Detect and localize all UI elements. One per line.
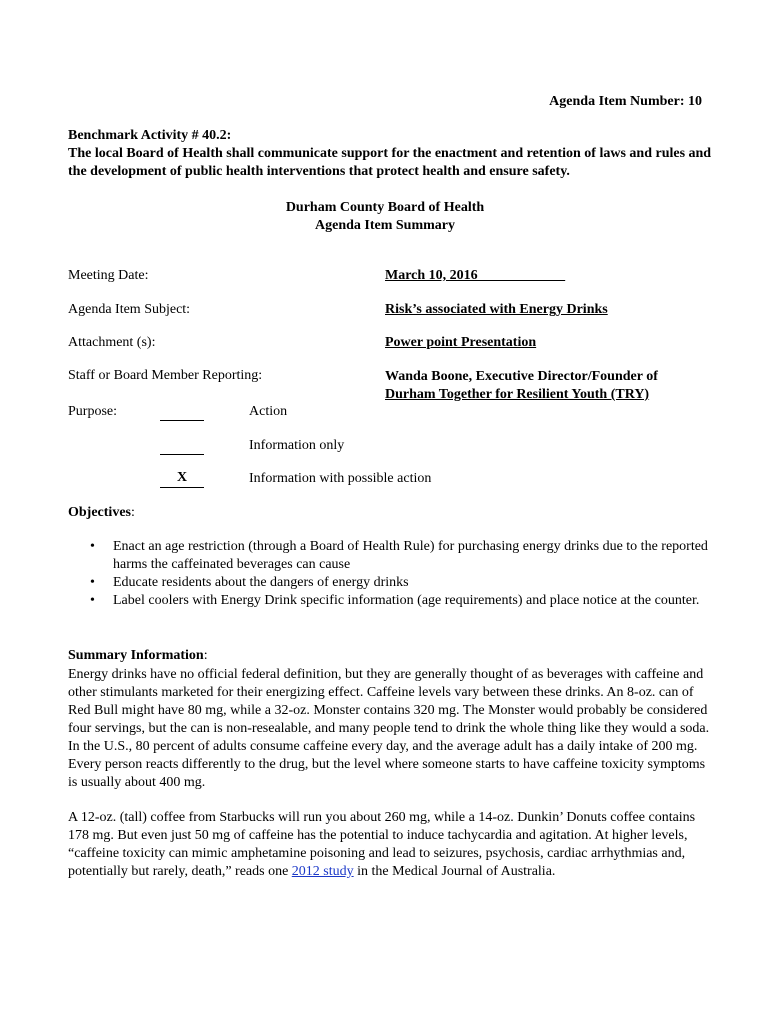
purpose-info-action-checkbox: X bbox=[160, 470, 204, 488]
subject-value: Risk’s associated with Energy Drinks bbox=[385, 302, 608, 317]
summary-paragraph-1: Energy drinks have no official federal definition, but they are generally thought of as beverages with caffeine and other stimulants marketed for their energizing effect. Caffeine levels vary between these drinks. An 8-oz. can of Red Bull might have 80 mg, while a 32-oz. Monster contains 320 mg. The Monster would probably be considered four servings, but the can is non-resealable, and many people tend to drink the whole thing like they would a soda. In the U.S., 80 percent of adults consume caffeine every day, and the average adult has a daily intake of 200 mg. Every person reacts differently to the drug, but the level where someone starts to have caffeine toxicity symptoms is usually about 400 mg. bbox=[68, 667, 710, 790]
staff-label: Staff or Board Member Reporting: bbox=[68, 368, 263, 383]
objectives-list bbox=[68, 538, 708, 610]
purpose-action-checkbox bbox=[160, 403, 204, 421]
staff-name: Wanda Boone, Executive Director/Founder of bbox=[385, 369, 658, 384]
bullet-icon: • bbox=[90, 539, 95, 554]
meeting-date-label: Meeting Date: bbox=[68, 268, 149, 283]
staff-value bbox=[385, 368, 658, 404]
attachment-label: Attachment (s): bbox=[68, 335, 156, 350]
summary-heading: Agenda Item Summary bbox=[315, 218, 455, 233]
agenda-item-number: Agenda Item Number: 10 bbox=[549, 94, 702, 109]
summary-paragraph-2: A 12-oz. (tall) coffee from Starbucks will run you about 260 mg, while a 14-oz. Dunkin’ Donuts coffee contains 178 mg. But even just 50 mg of caffeine has the potential to induce tachycardia and agitation. At higher levels, “caffeine toxicity can mimic amphetamine poisoning and lead to seizures, psychosis, cardiac arrhythmias and, potentially but rarely, death,” reads one 2012 study in the Medical Journal of Australia. bbox=[68, 810, 696, 879]
document-heading bbox=[0, 199, 770, 235]
purpose-label: Purpose: bbox=[68, 404, 117, 419]
purpose-info-action-label: Information with possible action bbox=[249, 471, 432, 486]
meeting-date-value: March 10, 2016 bbox=[385, 268, 566, 283]
bullet-icon: • bbox=[90, 575, 95, 590]
benchmark-text: The local Board of Health shall communicate support for the enactment and retention of laws and rules and the development of public health interventions that protect health and ensure safety. bbox=[68, 146, 712, 179]
benchmark-section bbox=[68, 127, 718, 181]
study-link[interactable]: 2012 study bbox=[291, 864, 354, 879]
purpose-action-label: Action bbox=[249, 404, 288, 419]
board-name: Durham County Board of Health bbox=[285, 200, 485, 215]
list-item: • Label coolers with Energy Drink specific information (age requirements) and place notice at the counter. bbox=[90, 593, 700, 608]
list-item: • Educate residents about the dangers of energy drinks bbox=[90, 575, 409, 590]
purpose-info-only-label: Information only bbox=[249, 438, 345, 453]
staff-organization: Durham Together for Resilient Youth (TRY) bbox=[385, 387, 650, 402]
summary-heading: Summary Information: bbox=[68, 648, 208, 663]
attachment-value: Power point Presentation bbox=[385, 335, 537, 350]
list-item: • Enact an age restriction (through a Board of Health Rule) for purchasing energy drinks due to the reported harms the caffeinated beverages can cause bbox=[90, 539, 708, 572]
benchmark-title: Benchmark Activity # 40.2: bbox=[68, 128, 232, 143]
objectives-heading: Objectives: bbox=[68, 505, 135, 520]
subject-label: Agenda Item Subject: bbox=[68, 302, 191, 317]
purpose-info-only-checkbox bbox=[160, 437, 204, 455]
bullet-icon: • bbox=[90, 593, 95, 608]
